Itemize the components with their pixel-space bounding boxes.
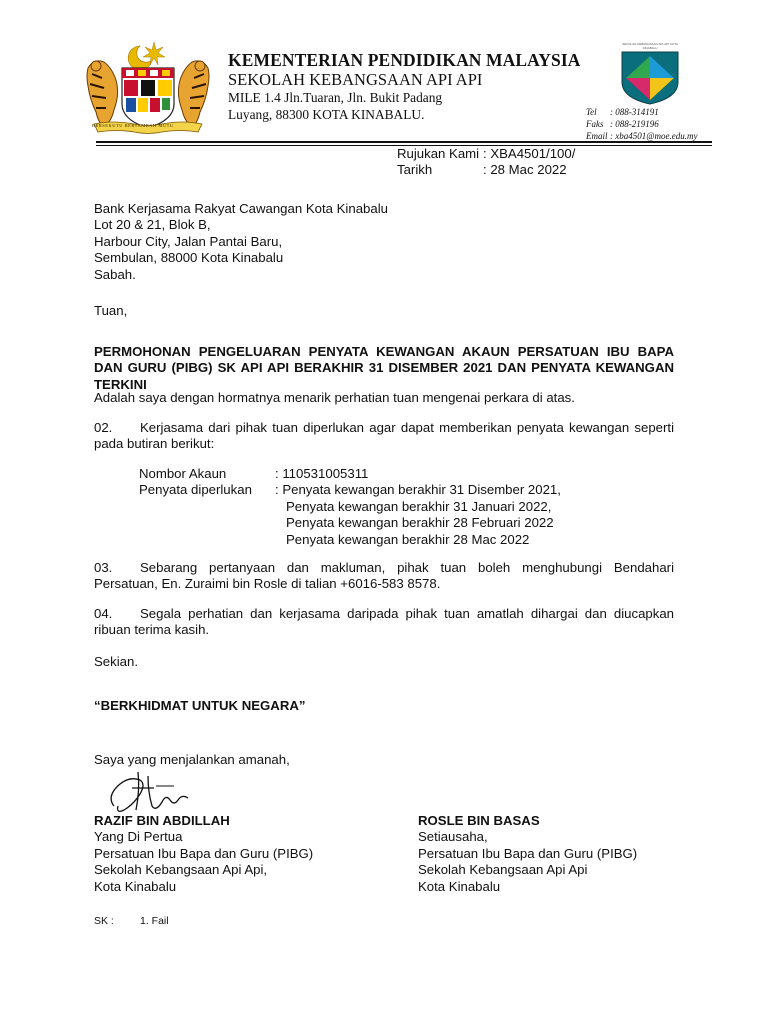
paragraph-04-text: Segala perhatian dan kerjasama daripada pihak tuan amatlah dihargai dan diucapkan ribuan terima kasih. [94,606,674,638]
paragraph-02 [94,420,674,453]
paragraph-03 [94,560,674,593]
signatory-secretary-line: Persatuan Ibu Bapa dan Guru (PIBG) [418,845,638,861]
header-rule-thick [96,141,712,143]
trust-line: Saya yang menjalankan amanah, [94,752,290,767]
closing: Sekian. [94,654,138,669]
date-row [397,162,575,178]
recipient-line: Sembulan, 88000 Kota Kinabalu [94,250,284,266]
fax-label: Faks [586,119,604,129]
recipient-address [94,201,388,283]
ministry-name: KEMENTERIAN PENDIDIKAN MALAYSIA [228,50,581,70]
account-details [139,466,561,548]
paragraph-03-number: 03. [94,560,113,575]
contact-block [586,106,698,142]
signatory-president-line: Yang Di Pertua [94,829,183,845]
recipient-line: Lot 20 & 21, Blok B, [94,217,211,233]
reference-block [397,146,575,179]
tel-label: Tel [586,107,597,117]
signatory-secretary-line: Sekolah Kebangsaan Api Api [418,862,588,878]
account-label: Nombor Akaun [139,466,227,481]
carbon-copy [94,915,169,927]
statements-label: Penyata diperlukan [139,482,252,498]
school-logo-caption: SEKOLAH KEBANGSAAN API-API KOTA KINABALU [622,42,678,50]
signatory-president [94,813,313,895]
school-address-line-2: Luyang, 88300 KOTA KINABALU. [228,107,425,122]
recipient-line: Bank Kerjasama Rakyat Cawangan Kota Kinabalu [94,201,388,216]
school-logo [620,50,680,106]
subject-heading: PERMOHONAN PENGELUARAN PENYATA KEWANGAN AKAUN PERSATUAN IBU BAPA DAN GURU (PIBG) SK API API BERAKHIR 31 DISEMBER 2021 DAN PENYATA KEWANGAN TERKINI [94,344,674,392]
fax-value: : 088-219196 [610,119,659,129]
tel-row [586,106,698,118]
tel-value: : 088-314191 [610,107,659,117]
paragraph-04 [94,606,674,639]
statement-item: Penyata kewangan berakhir 28 Mac 2022 [286,531,530,547]
motto: “BERKHIDMAT UNTUK NEGARA” [94,698,306,713]
intro-paragraph: Adalah saya dengan hormatnya menarik perhatian tuan mengenai perkara di atas. [94,390,575,405]
signatory-president-line: Kota Kinabalu [94,878,177,894]
signatory-secretary-name: ROSLE BIN BASAS [418,813,540,828]
account-row [139,466,561,482]
paragraph-02-number: 02. [94,420,113,435]
statements-row [139,482,561,548]
paragraph-04-number: 04. [94,606,113,621]
signatory-president-line: Persatuan Ibu Bapa dan Guru (PIBG) [94,845,314,861]
signatory-president-name: RAZIF BIN ABDILLAH [94,813,230,828]
email-value: : xba4501@moe.edu.my [610,131,698,141]
signature-mark [104,766,196,818]
recipient-line: Harbour City, Jalan Pantai Baru, [94,233,283,249]
school-address-line-1: MILE 1.4 Jln.Tuaran, Jln. Bukit Padang [228,90,443,105]
reference-row [397,146,575,162]
signatory-president-line: Sekolah Kebangsaan Api Api, [94,862,268,878]
statement-item: Penyata kewangan berakhir 31 Januari 2022, [286,498,552,514]
signatory-secretary-line: Setiausaha, [418,829,488,845]
statements-list [275,482,561,548]
fax-row [586,118,698,130]
paragraph-02-text: Kerjasama dari pihak tuan diperlukan agar dapat memberikan penyata kewangan seperti pada butiran berikut: [94,420,674,452]
school-name: SEKOLAH KEBANGSAAN API API [228,70,483,89]
signatory-secretary-line: Kota Kinabalu [418,878,501,894]
reference-value: : XBA4501/100/ [483,146,576,161]
carbon-copy-item: 1. Fail [140,915,169,927]
account-number: : 110531005311 [275,466,369,481]
reference-label: Rujukan Kami [397,146,480,161]
paragraph-03-text: Sebarang pertanyaan dan makluman, pihak tuan boleh menghubungi Bendahari Persatuan, En. Zuraimi bin Rosle di talian +6016-583 8578. [94,560,674,592]
date-label: Tarikh [397,162,433,178]
signatory-secretary [418,813,637,895]
recipient-line: Sabah. [94,266,136,282]
crest-motto: BERSEKUTU BERTAMBAH MUTU [92,123,174,128]
statement-item: : Penyata kewangan berakhir 31 Disember 2021, [275,482,561,498]
email-label: Email [586,131,608,141]
salutation: Tuan, [94,303,128,318]
carbon-copy-label: SK : [94,915,114,927]
date-value: : 28 Mac 2022 [483,162,567,178]
statement-item: Penyata kewangan berakhir 28 Februari 2022 [286,515,554,531]
